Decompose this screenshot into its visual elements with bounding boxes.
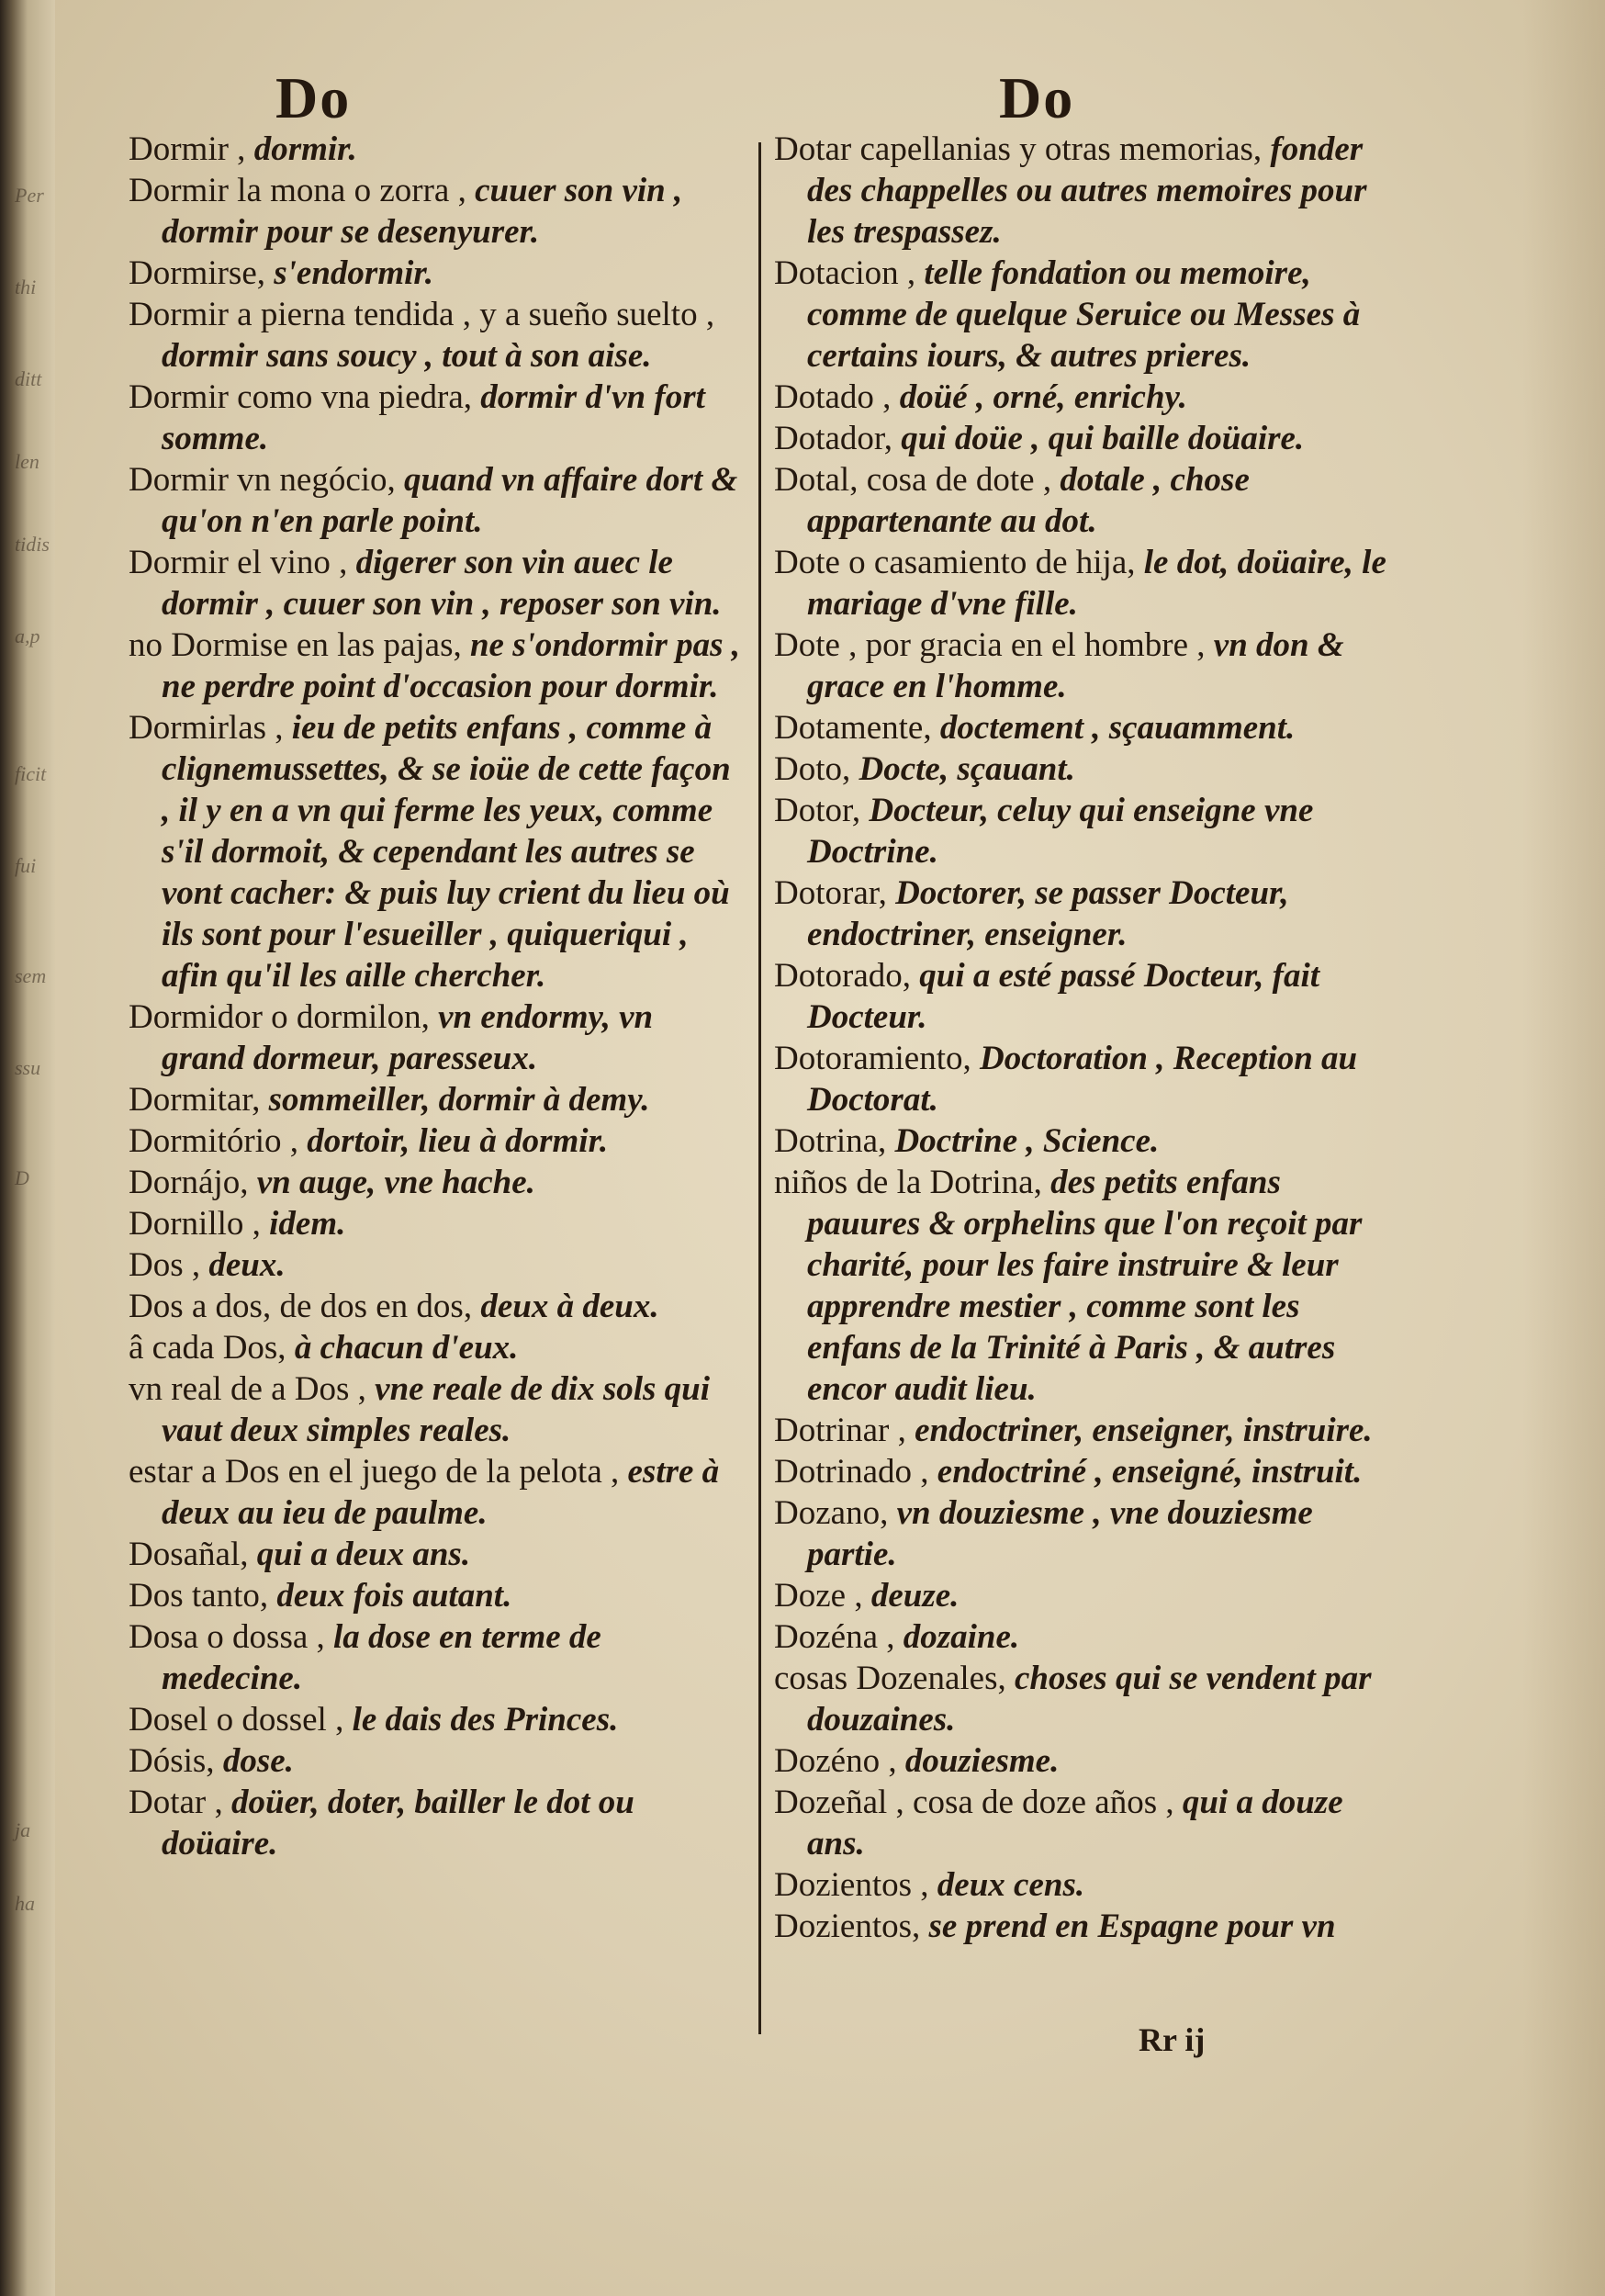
entry-headword: Dormir vn negócio, — [129, 461, 405, 499]
entry-translation: endoctriner, enseigner, instruire. — [915, 1412, 1373, 1449]
entry-translation: dotale , chose appartenante au dot. — [807, 461, 1250, 540]
entry-translation: vn auge, vne hache. — [256, 1164, 535, 1201]
entry-translation: dormir d'vn fort somme. — [162, 378, 705, 457]
dictionary-entry — [129, 1782, 744, 1864]
dictionary-entry — [774, 1658, 1389, 1740]
entry-translation: la dose en terme de medecine. — [162, 1618, 601, 1697]
entry-translation: vn don & grace en l'homme. — [807, 626, 1344, 705]
entry-headword: Dozano, — [774, 1494, 897, 1532]
bleed-text: ssu — [15, 1056, 41, 1079]
entry-translation: quand vn affaire dort & qu'on n'en parle point. — [162, 461, 738, 540]
entry-headword: Dósis, — [129, 1742, 223, 1780]
entry-headword: Dotrinado , — [774, 1453, 937, 1491]
dictionary-entry — [129, 1368, 744, 1451]
entry-translation: qui a esté passé Docteur, fait Docteur. — [807, 957, 1320, 1036]
entry-headword: cosas Dozenales, — [774, 1660, 1015, 1697]
entry-headword: Dormitório , — [129, 1122, 308, 1160]
dictionary-entry — [129, 1616, 744, 1699]
entry-translation: qui a douze ans. — [807, 1784, 1343, 1863]
dictionary-entry — [129, 1244, 744, 1286]
dictionary-entry — [129, 129, 744, 170]
entry-translation: doüer, doter, bailler le dot ou doüaire. — [162, 1784, 634, 1863]
entry-headword: Dotoramiento, — [774, 1040, 981, 1077]
running-head-left: Do — [275, 65, 352, 130]
dictionary-entry — [774, 129, 1389, 253]
entry-headword: Dotamente, — [774, 709, 940, 747]
bleed-text: D — [15, 1166, 29, 1189]
entry-headword: Dosa o dossa , — [129, 1618, 334, 1656]
entry-translation: Doctoration , Reception au Doctorat. — [807, 1040, 1358, 1119]
entry-translation: vn douziesme , vne douziesme partie. — [807, 1494, 1313, 1573]
entry-headword: Dornájo, — [129, 1164, 257, 1201]
entry-headword: Dormitar, — [129, 1081, 269, 1119]
dictionary-entry — [129, 1079, 744, 1120]
entry-headword: Dotacion , — [774, 254, 925, 292]
entry-translation: Docteur, celuy qui enseigne vne Doctrine. — [807, 792, 1314, 871]
entry-translation: ne s'ondormir pas , ne perdre point d'occasion pour dormir. — [162, 626, 740, 705]
entry-headword: Dotador, — [774, 420, 902, 457]
dictionary-entry — [129, 294, 744, 377]
facing-page-edge — [0, 0, 55, 2296]
entry-translation: deux cens. — [937, 1866, 1085, 1904]
dictionary-entry — [774, 1038, 1389, 1120]
bleed-text: ja — [15, 1818, 31, 1841]
running-head-right: Do — [999, 65, 1075, 130]
dictionary-entry — [129, 542, 744, 625]
entry-headword: Dormir la mona o zorra , — [129, 172, 476, 209]
entry-headword: Doze , — [774, 1577, 871, 1615]
entry-headword: Dormirlas , — [129, 709, 292, 747]
entry-translation: dortoir, lieu à dormir. — [307, 1122, 609, 1160]
dictionary-entry — [774, 418, 1389, 459]
entry-headword: Dotar , — [129, 1784, 231, 1821]
entry-headword: vn real de a Dos , — [129, 1370, 376, 1408]
bleed-text: ficit — [15, 762, 47, 785]
dictionary-entry — [774, 748, 1389, 790]
bleed-text: a,p — [15, 625, 40, 647]
entry-translation: deuze. — [870, 1577, 960, 1615]
entry-translation: doüé , orné, enrichy. — [899, 378, 1187, 416]
entry-headword: Dormirse, — [129, 254, 275, 292]
entry-headword: Dormir el vino , — [129, 544, 356, 581]
right-column — [774, 129, 1389, 1947]
entry-headword: Dozéna , — [774, 1618, 904, 1656]
entry-headword: Dosañal, — [129, 1536, 257, 1573]
entry-translation: choses qui se vendent par douzaines. — [807, 1660, 1372, 1739]
dictionary-entry — [774, 377, 1389, 418]
bleed-text: ha — [15, 1892, 35, 1915]
dictionary-entry — [129, 1534, 744, 1575]
entry-headword: â cada Dos, — [129, 1329, 295, 1367]
entry-translation: estre à deux au ieu de paulme. — [162, 1453, 720, 1532]
entry-headword: Dos , — [129, 1246, 209, 1284]
entry-headword: Dormidor o dormilon, — [129, 998, 439, 1036]
entry-translation: deux fois autant. — [276, 1577, 512, 1615]
dictionary-entry — [129, 1699, 744, 1740]
dictionary-entry — [774, 790, 1389, 872]
dictionary-entry — [774, 707, 1389, 748]
dictionary-entry — [129, 1740, 744, 1782]
entry-headword: Dote o casamiento de hija, — [774, 544, 1144, 581]
dictionary-entry — [129, 1451, 744, 1534]
dictionary-entry — [774, 459, 1389, 542]
dictionary-entry — [129, 1286, 744, 1327]
entry-translation: le dot, doüaire, le mariage d'vne fille. — [807, 544, 1386, 623]
dictionary-entry — [774, 1120, 1389, 1162]
entry-headword: Dotar capellanias y otras memorias, — [774, 130, 1271, 168]
entry-translation: doctement , sçauamment. — [939, 709, 1296, 747]
entry-translation: Doctorer, se passer Docteur, endoctriner, enseigner. — [807, 874, 1289, 953]
dictionary-entry — [129, 377, 744, 459]
entry-headword: Dozéno , — [774, 1742, 905, 1780]
dictionary-entry — [774, 1410, 1389, 1451]
entry-translation: se prend en Espagne pour vn — [928, 1908, 1336, 1945]
entry-translation: idem. — [269, 1205, 346, 1243]
entry-translation: qui doüe , qui baille doüaire. — [901, 420, 1305, 457]
dictionary-entry — [774, 253, 1389, 377]
entry-headword: Dotorado, — [774, 957, 920, 995]
entry-headword: Dornillo , — [129, 1205, 270, 1243]
dictionary-entry — [774, 1782, 1389, 1864]
entry-translation: deux à deux. — [480, 1288, 659, 1325]
dictionary-entry — [774, 625, 1389, 707]
entry-translation: dormir. — [253, 130, 357, 168]
dictionary-entry — [774, 1575, 1389, 1616]
entry-translation: à chacun d'eux. — [294, 1329, 519, 1367]
dictionary-entry — [774, 1492, 1389, 1575]
dictionary-entry — [774, 1740, 1389, 1782]
entry-headword: estar a Dos en el juego de la pelota , — [129, 1453, 628, 1491]
entry-headword: Dotrina, — [774, 1122, 895, 1160]
entry-headword: Dotado , — [774, 378, 900, 416]
dictionary-entry — [774, 955, 1389, 1038]
entry-translation: fonder des chappelles ou autres memoires pour les trespassez. — [807, 130, 1367, 251]
entry-headword: Dos a dos, de dos en dos, — [129, 1288, 481, 1325]
dictionary-entry — [774, 542, 1389, 625]
entry-headword: Dozientos, — [774, 1908, 929, 1945]
entry-headword: Dormir como vna piedra, — [129, 378, 481, 416]
entry-headword: Doto, — [774, 750, 859, 788]
entry-translation: qui a deux ans. — [256, 1536, 471, 1573]
dictionary-entry — [129, 170, 744, 253]
dictionary-entry — [129, 996, 744, 1079]
dictionary-entry — [129, 1575, 744, 1616]
dictionary-entry — [129, 1203, 744, 1244]
column-divider — [758, 142, 761, 2034]
dictionary-entry — [774, 1616, 1389, 1658]
bleed-text: thi — [15, 276, 37, 298]
dictionary-entry — [774, 1906, 1389, 1947]
left-column — [129, 129, 744, 1864]
entry-headword: niños de la Dotrina, — [774, 1164, 1051, 1201]
bleed-text: len — [15, 450, 39, 473]
signature-mark: Rr ij — [1139, 2021, 1206, 2058]
dictionary-entry — [129, 1120, 744, 1162]
entry-headword: Dotorar, — [774, 874, 896, 912]
entry-headword: no Dormise en las pajas, — [129, 626, 470, 664]
dictionary-entry — [774, 1162, 1389, 1410]
dictionary-entry — [129, 1162, 744, 1203]
entry-translation: le dais des Princes. — [352, 1701, 619, 1739]
page-edge-shading — [1522, 0, 1605, 2296]
entry-translation: endoctriné , enseigné, instruit. — [937, 1453, 1363, 1491]
bleed-text: sem — [15, 964, 47, 987]
entry-translation: deux. — [208, 1246, 286, 1284]
entry-translation: douziesme. — [904, 1742, 1060, 1780]
entry-headword: Dormir a pierna tendida , y a sueño suelto , — [129, 296, 715, 333]
entry-translation: ieu de petits enfans , comme à clignemussettes, & se ioüe de cette façon , il y en a vn qui ferme les yeux, comme s'il dormoit, & cependant les autres se vont cacher: & puis luy crient du lieu où ils sont pour l'esueiller , quiqueriqui , afin qu'il les aille chercher. — [162, 709, 731, 995]
dictionary-entry — [774, 1451, 1389, 1492]
dictionary-entry — [774, 1864, 1389, 1906]
entry-headword: Dosel o dossel , — [129, 1701, 353, 1739]
entry-translation: vne reale de dix sols qui vaut deux simples reales. — [162, 1370, 711, 1449]
entry-headword: Dozientos , — [774, 1866, 937, 1904]
bleed-text: fui — [15, 854, 37, 877]
bleed-text: ditt — [15, 367, 42, 390]
entry-headword: Dotal, cosa de dote , — [774, 461, 1061, 499]
dictionary-entry — [129, 625, 744, 707]
entry-headword: Dotor, — [774, 792, 870, 829]
entry-translation: s'endormir. — [274, 254, 433, 292]
entry-headword: Dotrinar , — [774, 1412, 915, 1449]
dictionary-entry — [129, 707, 744, 996]
entry-translation: des petits enfans pauures & orphelins que l'on reçoit par charité, pour les faire instruire & leur apprendre mestier , comme sont les enfans de la Trinité à Paris , & autres encor audit lieu. — [807, 1164, 1363, 1408]
bleed-text: Per — [15, 184, 44, 207]
entry-translation: digerer son vin auec le dormir , cuuer son vin , reposer son vin. — [162, 544, 722, 623]
entry-translation: dose. — [222, 1742, 294, 1780]
entry-translation: dormir sans soucy , tout à son aise. — [162, 337, 652, 375]
entry-translation: Docte, sçauant. — [859, 750, 1075, 788]
entry-translation: cuuer son vin , dormir pour se desenyurer. — [162, 172, 683, 251]
entry-headword: Dote , por gracia en el hombre , — [774, 626, 1214, 664]
dictionary-entry — [129, 253, 744, 294]
dictionary-entry — [774, 872, 1389, 955]
entry-translation: vn endormy, vn grand dormeur, paresseux. — [162, 998, 654, 1077]
bleed-text: tidis — [15, 533, 50, 556]
entry-translation: dozaine. — [903, 1618, 1020, 1656]
dictionary-entry — [129, 1327, 744, 1368]
entry-headword: Dozeñal , cosa de doze años , — [774, 1784, 1183, 1821]
entry-translation: telle fondation ou memoire, comme de quelque Seruice ou Messes à certains iours, & autres prieres. — [807, 254, 1361, 375]
dictionary-entry — [129, 459, 744, 542]
entry-translation: sommeiller, dormir à demy. — [268, 1081, 650, 1119]
entry-headword: Dormir , — [129, 130, 254, 168]
entry-headword: Dos tanto, — [129, 1577, 277, 1615]
entry-translation: Doctrine , Science. — [894, 1122, 1160, 1160]
